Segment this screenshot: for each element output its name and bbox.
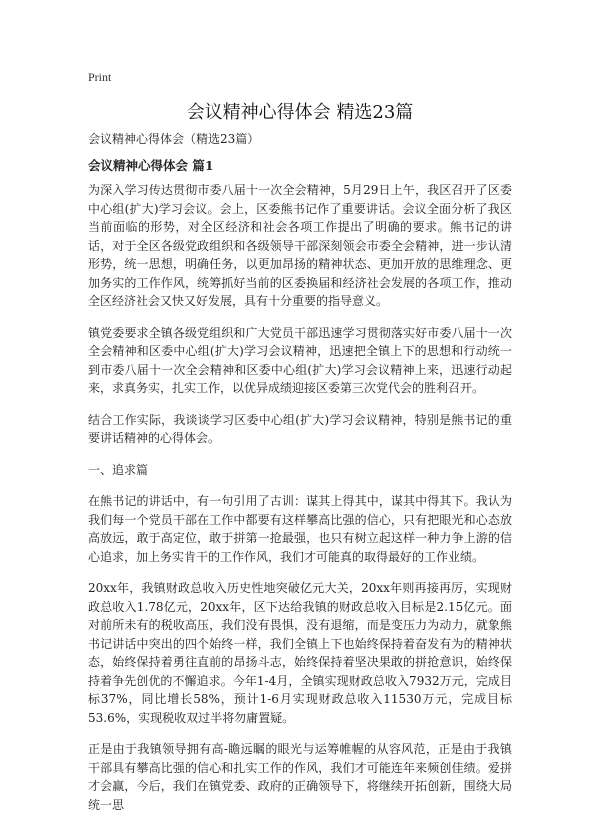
document-title: 会议精神心得体会 精选23篇 xyxy=(186,102,414,123)
paragraph: 结合工作实际，我谈谈学习区委中心组(扩大)学习会议精神，特别是熊书记的重要讲话精神的心得体会。 xyxy=(88,412,512,445)
paragraph: 为深入学习传达贯彻市委八届十一次全会精神，5月29日上午，我区召开了区委中心组(扩大)学习会议。会上，区委熊书记作了重要讲话。会议全面分析了我区当前面临的形势，对全区经济和社会各项工作提出了明确的要求。熊书记的讲话，对于全区各级党政组织和各级领导干部深刻领会市委全会精神，进一步认清形势，统一思想，明确任务，以更加昂扬的精神状态、更加开放的思维理念、更加务实的工作作风，统筹抓好当前的区委换届和经济社会发展的各项工作，推动全区经济社会又快又好发展，具有十分重要的指导意义。 xyxy=(88,183,512,308)
document-subtitle: 会议精神心得体会（精选23篇） xyxy=(88,132,260,146)
document-body xyxy=(88,130,512,827)
paragraph: 20xx年，我镇财政总收入历史性地突破亿元大关，20xx年则再接再厉，实现财政总收入1.78亿元，20xx年，区下达给我镇的财政总收入目标是2.15亿元。面对前所未有的税收高压，我们没有畏惧，没有退缩，而是变压力为动力，就象熊书记讲话中突出的四个始终一样，我们全镇上下也始终保持着奋发有为的精神状态，始终保持着勇往直前的昂扬斗志，始终保持着坚决果敢的拼抢意识，始终保持着争先创优的不懈追求。今年1-4月，全镇实现财政总收入7932万元，完成目标37%，同比增长58%，预计1-6月实现财政总收入11530万元，完成目标53.6%，实现税收双过半将勿庸置疑。 xyxy=(88,581,512,725)
section-heading: 会议精神心得体会 篇1 xyxy=(88,157,214,173)
paragraph: 在熊书记的讲话中，有一句引用了古训：谋其上得其中，谋其中得其下。我认为我们每一个党员干部在工作中都要有这样攀高比强的信心，只有把眼光和心态放高放远，敢于高定位，敢于拼第一抢最强，也只有树立起这样一种力争上游的信心追求，加上务实肯干的工作作风，我们才可能真的取得最好的工作业绩。 xyxy=(88,494,512,564)
paragraph: 正是由于我镇领导拥有高-瞻远瞩的眼光与运筹帷幄的从容风范，正是由于我镇干部具有攀高比强的信心和扎实工作的作风，我们才可能连年来频创佳绩。爱拼才会赢，今后，我们在镇党委、政府的正确领导下，将继续开拓创新，围绕大局统一思 xyxy=(88,742,512,812)
print-link[interactable]: Print xyxy=(88,70,112,84)
subsection-heading: 一、追求篇 xyxy=(88,462,149,477)
paragraph: 镇党委要求全镇各级党组织和广大党员干部迅速学习贯彻落实好市委八届十一次全会精神和区委中心组(扩大)学习会议精神，迅速把全镇上下的思想和行动统一到市委八届十一次全会精神和区委中心组(扩大)学习会议精神上来，迅速行动起来，求真务实，扎实工作，以优异成绩迎接区委第三次党代会的胜利召开。 xyxy=(88,325,512,395)
